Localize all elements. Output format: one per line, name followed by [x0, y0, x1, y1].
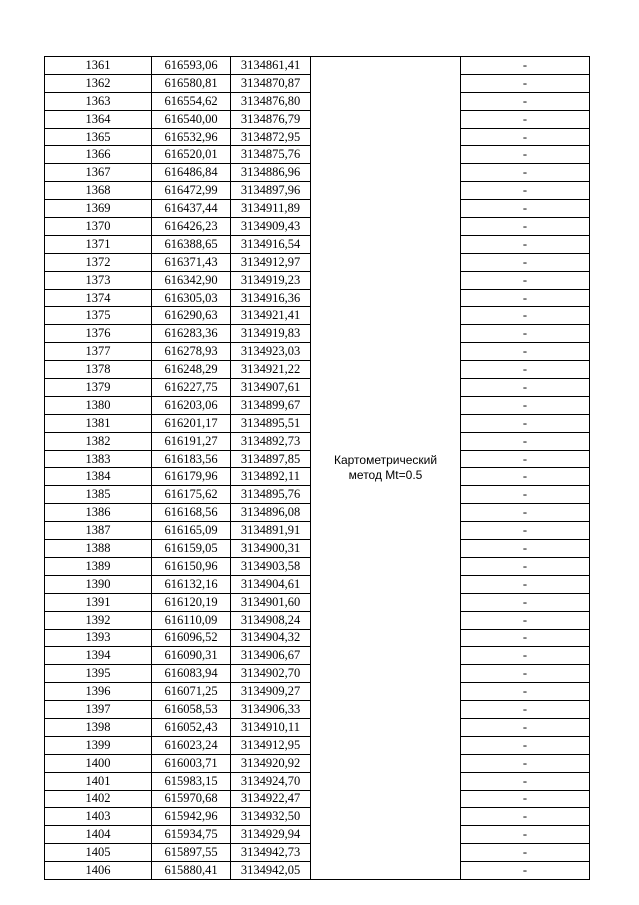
- accuracy-cell: -: [461, 379, 590, 397]
- y-coordinate-cell: 3134900,31: [231, 540, 311, 558]
- point-number-cell: 1373: [45, 271, 152, 289]
- accuracy-cell: -: [461, 647, 590, 665]
- x-coordinate-cell: 615942,96: [152, 808, 231, 826]
- accuracy-cell: -: [461, 74, 590, 92]
- x-coordinate-cell: 616132,16: [152, 575, 231, 593]
- x-coordinate-cell: 616165,09: [152, 522, 231, 540]
- point-number-cell: 1362: [45, 74, 152, 92]
- accuracy-cell: -: [461, 235, 590, 253]
- x-coordinate-cell: 616305,03: [152, 289, 231, 307]
- method-line-1: Картометрический: [333, 452, 438, 467]
- x-coordinate-cell: 616159,05: [152, 540, 231, 558]
- y-coordinate-cell: 3134892,73: [231, 432, 311, 450]
- x-coordinate-cell: 615983,15: [152, 772, 231, 790]
- point-number-cell: 1365: [45, 128, 152, 146]
- y-coordinate-cell: 3134870,87: [231, 74, 311, 92]
- accuracy-cell: -: [461, 271, 590, 289]
- x-coordinate-cell: 616248,29: [152, 361, 231, 379]
- x-coordinate-cell: 616150,96: [152, 557, 231, 575]
- point-number-cell: 1391: [45, 593, 152, 611]
- y-coordinate-cell: 3134891,91: [231, 522, 311, 540]
- accuracy-cell: -: [461, 862, 590, 880]
- table-row: [45, 57, 590, 75]
- x-coordinate-cell: 616071,25: [152, 683, 231, 701]
- x-coordinate-cell: 616437,44: [152, 200, 231, 218]
- x-coordinate-cell: 616023,24: [152, 736, 231, 754]
- y-coordinate-cell: 3134896,08: [231, 504, 311, 522]
- point-number-cell: 1403: [45, 808, 152, 826]
- point-number-cell: 1404: [45, 826, 152, 844]
- accuracy-cell: -: [461, 468, 590, 486]
- accuracy-cell: -: [461, 522, 590, 540]
- y-coordinate-cell: 3134904,61: [231, 575, 311, 593]
- x-coordinate-cell: 615880,41: [152, 862, 231, 880]
- accuracy-cell: -: [461, 164, 590, 182]
- y-coordinate-cell: 3134897,96: [231, 182, 311, 200]
- point-number-cell: 1398: [45, 718, 152, 736]
- y-coordinate-cell: 3134886,96: [231, 164, 311, 182]
- y-coordinate-cell: 3134919,23: [231, 271, 311, 289]
- y-coordinate-cell: 3134942,05: [231, 862, 311, 880]
- point-number-cell: 1388: [45, 540, 152, 558]
- x-coordinate-cell: 616283,36: [152, 325, 231, 343]
- point-number-cell: 1371: [45, 235, 152, 253]
- y-coordinate-cell: 3134892,11: [231, 468, 311, 486]
- x-coordinate-cell: 616532,96: [152, 128, 231, 146]
- point-number-cell: 1367: [45, 164, 152, 182]
- point-number-cell: 1386: [45, 504, 152, 522]
- x-coordinate-cell: 616278,93: [152, 343, 231, 361]
- point-number-cell: 1385: [45, 486, 152, 504]
- y-coordinate-cell: 3134912,97: [231, 253, 311, 271]
- x-coordinate-cell: 616003,71: [152, 754, 231, 772]
- x-coordinate-cell: 616083,94: [152, 665, 231, 683]
- point-number-cell: 1402: [45, 790, 152, 808]
- y-coordinate-cell: 3134895,51: [231, 414, 311, 432]
- x-coordinate-cell: 616520,01: [152, 146, 231, 164]
- point-number-cell: 1368: [45, 182, 152, 200]
- coordinates-table: [44, 56, 590, 880]
- y-coordinate-cell: 3134904,32: [231, 629, 311, 647]
- y-coordinate-cell: 3134906,67: [231, 647, 311, 665]
- accuracy-cell: -: [461, 754, 590, 772]
- point-number-cell: 1379: [45, 379, 152, 397]
- accuracy-cell: -: [461, 611, 590, 629]
- y-coordinate-cell: 3134876,80: [231, 92, 311, 110]
- point-number-cell: 1392: [45, 611, 152, 629]
- x-coordinate-cell: 616426,23: [152, 218, 231, 236]
- accuracy-cell: -: [461, 307, 590, 325]
- accuracy-cell: -: [461, 790, 590, 808]
- y-coordinate-cell: 3134901,60: [231, 593, 311, 611]
- method-line-2: метод Mt=0.5: [348, 467, 423, 482]
- y-coordinate-cell: 3134909,43: [231, 218, 311, 236]
- y-coordinate-cell: 3134899,67: [231, 396, 311, 414]
- accuracy-cell: -: [461, 253, 590, 271]
- accuracy-cell: -: [461, 361, 590, 379]
- x-coordinate-cell: 616090,31: [152, 647, 231, 665]
- method-cell: [311, 57, 461, 880]
- x-coordinate-cell: 616486,84: [152, 164, 231, 182]
- y-coordinate-cell: 3134910,11: [231, 718, 311, 736]
- accuracy-cell: -: [461, 593, 590, 611]
- x-coordinate-cell: 616371,43: [152, 253, 231, 271]
- y-coordinate-cell: 3134921,41: [231, 307, 311, 325]
- accuracy-cell: -: [461, 504, 590, 522]
- point-number-cell: 1383: [45, 450, 152, 468]
- point-number-cell: 1366: [45, 146, 152, 164]
- point-number-cell: 1395: [45, 665, 152, 683]
- y-coordinate-cell: 3134908,24: [231, 611, 311, 629]
- y-coordinate-cell: 3134929,94: [231, 826, 311, 844]
- x-coordinate-cell: 616168,56: [152, 504, 231, 522]
- point-number-cell: 1382: [45, 432, 152, 450]
- point-number-cell: 1387: [45, 522, 152, 540]
- point-number-cell: 1364: [45, 110, 152, 128]
- accuracy-cell: -: [461, 146, 590, 164]
- accuracy-cell: -: [461, 808, 590, 826]
- x-coordinate-cell: 616342,90: [152, 271, 231, 289]
- y-coordinate-cell: 3134876,79: [231, 110, 311, 128]
- y-coordinate-cell: 3134923,03: [231, 343, 311, 361]
- y-coordinate-cell: 3134919,83: [231, 325, 311, 343]
- y-coordinate-cell: 3134875,76: [231, 146, 311, 164]
- x-coordinate-cell: 616058,53: [152, 701, 231, 719]
- point-number-cell: 1401: [45, 772, 152, 790]
- y-coordinate-cell: 3134902,70: [231, 665, 311, 683]
- accuracy-cell: -: [461, 629, 590, 647]
- x-coordinate-cell: 616580,81: [152, 74, 231, 92]
- point-number-cell: 1406: [45, 862, 152, 880]
- point-number-cell: 1390: [45, 575, 152, 593]
- y-coordinate-cell: 3134916,54: [231, 235, 311, 253]
- accuracy-cell: -: [461, 128, 590, 146]
- x-coordinate-cell: 616052,43: [152, 718, 231, 736]
- accuracy-cell: -: [461, 450, 590, 468]
- y-coordinate-cell: 3134897,85: [231, 450, 311, 468]
- x-coordinate-cell: 616472,99: [152, 182, 231, 200]
- accuracy-cell: -: [461, 200, 590, 218]
- accuracy-cell: -: [461, 718, 590, 736]
- accuracy-cell: -: [461, 414, 590, 432]
- point-number-cell: 1380: [45, 396, 152, 414]
- accuracy-cell: -: [461, 844, 590, 862]
- x-coordinate-cell: 616593,06: [152, 57, 231, 75]
- point-number-cell: 1376: [45, 325, 152, 343]
- accuracy-cell: -: [461, 736, 590, 754]
- y-coordinate-cell: 3134924,70: [231, 772, 311, 790]
- accuracy-cell: -: [461, 289, 590, 307]
- accuracy-cell: -: [461, 540, 590, 558]
- x-coordinate-cell: 616179,96: [152, 468, 231, 486]
- accuracy-cell: -: [461, 396, 590, 414]
- x-coordinate-cell: 616540,00: [152, 110, 231, 128]
- point-number-cell: 1378: [45, 361, 152, 379]
- point-number-cell: 1405: [45, 844, 152, 862]
- accuracy-cell: -: [461, 683, 590, 701]
- x-coordinate-cell: 615897,55: [152, 844, 231, 862]
- accuracy-cell: -: [461, 575, 590, 593]
- y-coordinate-cell: 3134921,22: [231, 361, 311, 379]
- y-coordinate-cell: 3134872,95: [231, 128, 311, 146]
- x-coordinate-cell: 616096,52: [152, 629, 231, 647]
- point-number-cell: 1361: [45, 57, 152, 75]
- accuracy-cell: -: [461, 343, 590, 361]
- y-coordinate-cell: 3134911,89: [231, 200, 311, 218]
- point-number-cell: 1381: [45, 414, 152, 432]
- x-coordinate-cell: 616227,75: [152, 379, 231, 397]
- coordinates-table-body: [45, 57, 590, 880]
- accuracy-cell: -: [461, 826, 590, 844]
- accuracy-cell: -: [461, 110, 590, 128]
- point-number-cell: 1370: [45, 218, 152, 236]
- y-coordinate-cell: 3134912,95: [231, 736, 311, 754]
- x-coordinate-cell: 616554,62: [152, 92, 231, 110]
- point-number-cell: 1396: [45, 683, 152, 701]
- y-coordinate-cell: 3134922,47: [231, 790, 311, 808]
- y-coordinate-cell: 3134861,41: [231, 57, 311, 75]
- x-coordinate-cell: 615970,68: [152, 790, 231, 808]
- accuracy-cell: -: [461, 772, 590, 790]
- accuracy-cell: -: [461, 486, 590, 504]
- point-number-cell: 1374: [45, 289, 152, 307]
- point-number-cell: 1389: [45, 557, 152, 575]
- point-number-cell: 1372: [45, 253, 152, 271]
- y-coordinate-cell: 3134916,36: [231, 289, 311, 307]
- point-number-cell: 1397: [45, 701, 152, 719]
- point-number-cell: 1394: [45, 647, 152, 665]
- x-coordinate-cell: 616203,06: [152, 396, 231, 414]
- y-coordinate-cell: 3134895,76: [231, 486, 311, 504]
- y-coordinate-cell: 3134907,61: [231, 379, 311, 397]
- accuracy-cell: -: [461, 701, 590, 719]
- x-coordinate-cell: 616290,63: [152, 307, 231, 325]
- point-number-cell: 1363: [45, 92, 152, 110]
- accuracy-cell: -: [461, 218, 590, 236]
- x-coordinate-cell: 616120,19: [152, 593, 231, 611]
- accuracy-cell: -: [461, 557, 590, 575]
- x-coordinate-cell: 616388,65: [152, 235, 231, 253]
- accuracy-cell: -: [461, 92, 590, 110]
- point-number-cell: 1377: [45, 343, 152, 361]
- point-number-cell: 1400: [45, 754, 152, 772]
- y-coordinate-cell: 3134903,58: [231, 557, 311, 575]
- y-coordinate-cell: 3134932,50: [231, 808, 311, 826]
- accuracy-cell: -: [461, 325, 590, 343]
- y-coordinate-cell: 3134942,73: [231, 844, 311, 862]
- accuracy-cell: -: [461, 665, 590, 683]
- y-coordinate-cell: 3134906,33: [231, 701, 311, 719]
- x-coordinate-cell: 616110,09: [152, 611, 231, 629]
- accuracy-cell: -: [461, 182, 590, 200]
- point-number-cell: 1375: [45, 307, 152, 325]
- y-coordinate-cell: 3134909,27: [231, 683, 311, 701]
- accuracy-cell: -: [461, 432, 590, 450]
- x-coordinate-cell: 616201,17: [152, 414, 231, 432]
- point-number-cell: 1393: [45, 629, 152, 647]
- y-coordinate-cell: 3134920,92: [231, 754, 311, 772]
- point-number-cell: 1369: [45, 200, 152, 218]
- point-number-cell: 1399: [45, 736, 152, 754]
- x-coordinate-cell: 616191,27: [152, 432, 231, 450]
- x-coordinate-cell: 616175,62: [152, 486, 231, 504]
- x-coordinate-cell: 616183,56: [152, 450, 231, 468]
- point-number-cell: 1384: [45, 468, 152, 486]
- accuracy-cell: -: [461, 57, 590, 75]
- x-coordinate-cell: 615934,75: [152, 826, 231, 844]
